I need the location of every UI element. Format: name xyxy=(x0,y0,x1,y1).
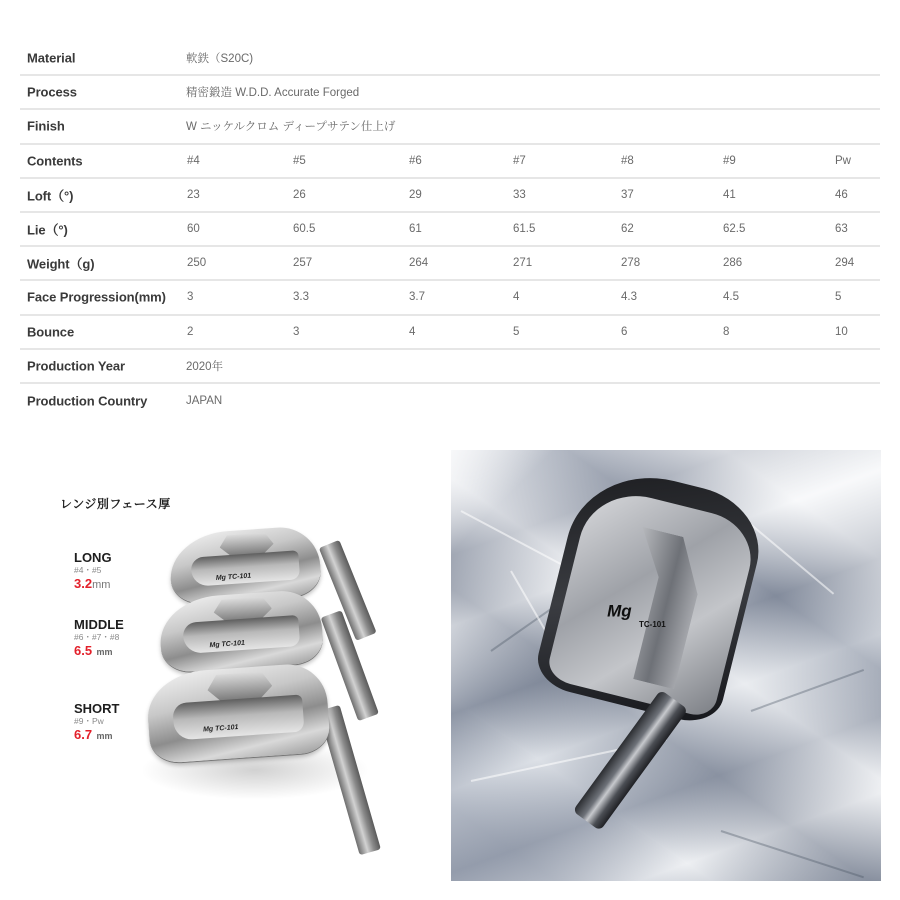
spec-cell: 61 xyxy=(409,223,422,236)
iron-club-head xyxy=(493,459,840,881)
spec-cell: #8 xyxy=(621,154,634,167)
spec-label: Bounce xyxy=(27,324,75,340)
spec-cell: 4 xyxy=(513,291,520,304)
spec-row-loft xyxy=(20,179,880,213)
spec-cell: 5 xyxy=(835,291,842,304)
spec-label: Finish xyxy=(27,118,65,134)
club-head xyxy=(158,588,325,673)
spec-cell: 60 xyxy=(187,223,200,236)
spec-row-face-progression xyxy=(20,281,880,315)
thickness-unit: mm xyxy=(96,731,113,741)
club-cavity xyxy=(190,550,300,587)
range-thickness xyxy=(74,576,112,593)
spec-cell: 3 xyxy=(187,291,194,304)
spec-cell: 6 xyxy=(621,325,628,338)
club-logo: Mg TC-101 xyxy=(215,572,252,583)
brand-logo: Mg xyxy=(607,601,632,621)
spec-cell: 4 xyxy=(409,325,416,338)
range-middle xyxy=(74,617,124,660)
spec-cell: 63 xyxy=(835,223,848,236)
range-clubs: #6・#7・#8 xyxy=(74,632,120,642)
spec-label: Loft（°) xyxy=(27,188,74,204)
spec-cell: #4 xyxy=(187,154,200,167)
thickness-unit: mm xyxy=(96,647,113,657)
spec-value: 精密鍛造 W.D.D. Accurate Forged xyxy=(186,87,360,100)
spec-row-bounce xyxy=(20,316,880,350)
spec-cell: 46 xyxy=(835,188,848,201)
thickness-value: 6.5 xyxy=(74,643,93,658)
club-head xyxy=(145,662,331,764)
spec-value: W ニッケルクロム ディープサテン仕上げ xyxy=(186,121,396,134)
spec-cell: 294 xyxy=(835,257,855,270)
spec-cell: 286 xyxy=(723,257,743,270)
spec-cell: #7 xyxy=(513,154,526,167)
range-clubs: #9・Pw xyxy=(74,716,104,726)
spec-cell: 250 xyxy=(187,257,207,270)
club-logo: Mg TC-101 xyxy=(209,639,246,650)
face-thickness-title: レンジ別フェース厚 xyxy=(60,497,171,511)
spec-cell: #6 xyxy=(409,154,422,167)
spec-cell: 37 xyxy=(621,188,634,201)
spec-row-production-country xyxy=(20,384,880,418)
spec-label: Contents xyxy=(27,153,83,169)
spec-cell: 5 xyxy=(513,325,520,338)
spec-cell: #9 xyxy=(723,154,736,167)
spec-cell: #5 xyxy=(293,154,306,167)
spec-cell: 257 xyxy=(293,257,313,270)
spec-cell: 3.7 xyxy=(409,291,425,304)
range-thickness xyxy=(74,727,120,744)
spec-cell: 4.3 xyxy=(621,291,637,304)
spec-cell: 2 xyxy=(187,325,194,338)
club-hosel xyxy=(573,690,689,831)
spec-label: Production Country xyxy=(27,393,148,409)
spec-value: JAPAN xyxy=(186,394,223,407)
spec-cell: 3.3 xyxy=(293,291,309,304)
club-cavity xyxy=(172,694,304,741)
range-name: LONG xyxy=(74,550,112,565)
range-short xyxy=(74,701,120,744)
range-name: MIDDLE xyxy=(74,617,124,632)
spec-label: Lie（°) xyxy=(27,222,68,238)
spec-cell: 61.5 xyxy=(513,223,536,236)
spec-cell: 60.5 xyxy=(293,223,316,236)
thickness-unit: mm xyxy=(92,579,111,591)
spec-row-finish xyxy=(20,110,880,144)
club-logo: Mg TC-101 xyxy=(202,723,239,734)
spec-cell: 10 xyxy=(835,325,848,338)
range-thickness xyxy=(74,643,124,660)
spec-cell: 29 xyxy=(409,188,422,201)
club-short-iron xyxy=(148,668,348,768)
spec-row-material xyxy=(20,42,880,76)
spec-row-process xyxy=(20,76,880,110)
spec-cell: 26 xyxy=(293,188,306,201)
spec-cell: 8 xyxy=(723,325,730,338)
spec-cell: 41 xyxy=(723,188,736,201)
spec-cell: 264 xyxy=(409,257,429,270)
model-name: TC-101 xyxy=(639,620,666,630)
thickness-value: 3.2 xyxy=(74,576,93,591)
face-thickness-image xyxy=(20,450,440,882)
spec-cell: 4.5 xyxy=(723,291,739,304)
spec-label: Material xyxy=(27,50,76,66)
spec-value: 軟鉄（S20C) xyxy=(186,53,254,66)
spec-cell: 33 xyxy=(513,188,526,201)
spec-label: Weight（g) xyxy=(27,256,95,272)
spec-cell: 278 xyxy=(621,257,641,270)
range-name: SHORT xyxy=(74,701,120,716)
spec-label: Production Year xyxy=(27,358,125,374)
spec-cell: 3 xyxy=(293,325,300,338)
spec-label: Face Progression(mm) xyxy=(27,289,166,305)
spec-cell: 271 xyxy=(513,257,533,270)
range-long xyxy=(74,550,112,593)
spec-value: 2020年 xyxy=(186,360,224,373)
spec-cell: 62 xyxy=(621,223,634,236)
spec-cell: 62.5 xyxy=(723,223,746,236)
product-image xyxy=(451,450,881,881)
spec-label: Process xyxy=(27,84,77,100)
spec-cell: Pw xyxy=(835,154,851,167)
spec-row-production-year xyxy=(20,350,880,384)
spec-row-lie xyxy=(20,213,880,247)
spec-cell: 23 xyxy=(187,188,200,201)
spec-row-weight xyxy=(20,247,880,281)
range-clubs: #4・#5 xyxy=(74,565,102,575)
club-cavity xyxy=(182,615,301,654)
spec-row-contents xyxy=(20,145,880,179)
thickness-value: 6.7 xyxy=(74,727,93,742)
spec-table xyxy=(20,42,880,418)
